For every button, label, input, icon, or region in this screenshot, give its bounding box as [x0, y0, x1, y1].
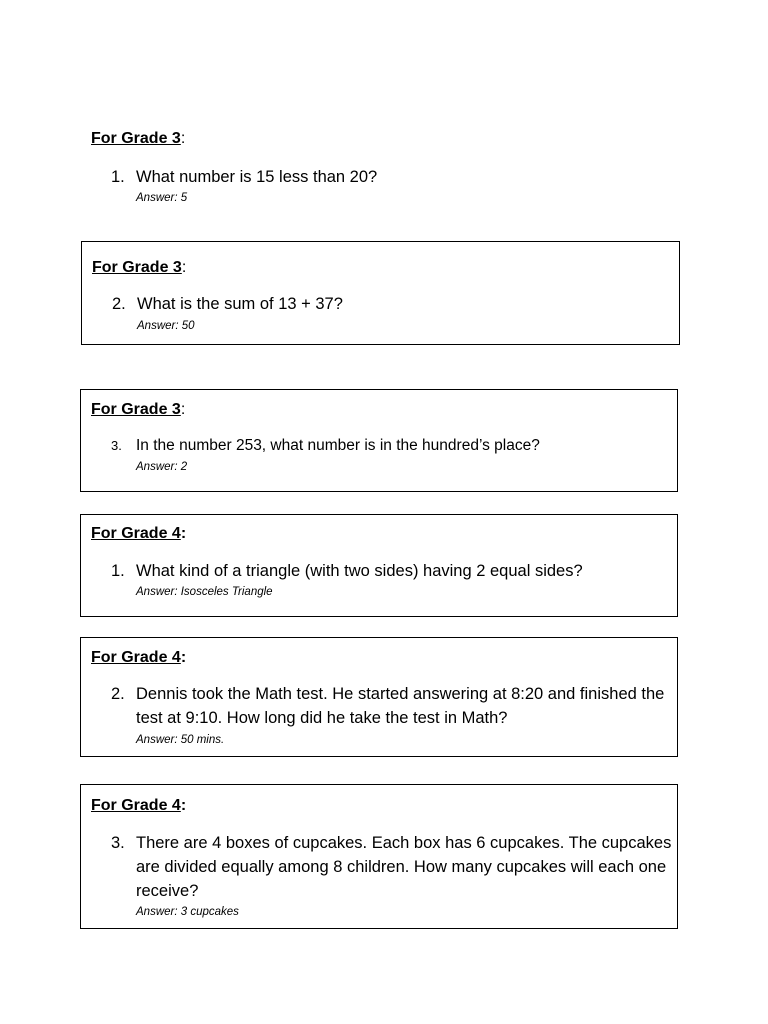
heading-colon: :	[180, 130, 186, 147]
grade-heading	[91, 401, 185, 419]
heading-colon: :	[181, 259, 187, 276]
grade-heading	[91, 649, 186, 667]
heading-colon: :	[180, 797, 187, 814]
grade-heading-label: For Grade 3	[91, 130, 181, 147]
answer-text: Answer: 50	[137, 320, 195, 332]
question-block-grade3-q3	[80, 389, 678, 492]
heading-colon: :	[180, 401, 186, 418]
question-number: 1.	[111, 562, 125, 580]
question-block-grade4-q3	[80, 784, 678, 929]
question-block-grade4-q2	[80, 637, 678, 757]
grade-heading-label: For Grade 3	[92, 259, 182, 276]
question-text: There are 4 boxes of cupcakes. Each box has 6 cupcakes. The cupcakes are divided equally among 8 children. How many cupcakes will each one receive?	[136, 834, 672, 900]
question-number: 3.	[111, 834, 125, 852]
question-number: 1.	[111, 168, 125, 186]
answer-text: Answer: 2	[136, 461, 188, 473]
heading-colon: :	[180, 649, 187, 666]
question-block-grade4-q1	[80, 514, 678, 617]
answer-text: Answer: 3 cupcakes	[136, 906, 239, 918]
answer-text: Answer: Isosceles Triangle	[136, 586, 273, 598]
answer-text: Answer: 50 mins.	[136, 734, 225, 746]
answer-text: Answer: 5	[136, 192, 188, 204]
grade-heading	[92, 259, 186, 277]
question-block-grade3-q1	[81, 122, 681, 217]
question-text: In the number 253, what number is in the hundred’s place?	[136, 437, 540, 454]
grade-heading	[91, 797, 186, 815]
heading-colon: :	[180, 525, 187, 542]
grade-heading	[91, 525, 186, 543]
question-text: What is the sum of 13 + 37?	[137, 295, 343, 313]
grade-heading-label: For Grade 3	[91, 401, 181, 418]
grade-heading-label: For Grade 4	[91, 649, 181, 666]
question-text: Dennis took the Math test. He started answering at 8:20 and finished the test at 9:10. How long did he take the test in Math?	[136, 685, 665, 727]
question-block-grade3-q2	[81, 241, 680, 345]
question-number: 3.	[111, 438, 122, 453]
grade-heading	[91, 130, 185, 148]
question-text: What kind of a triangle (with two sides) having 2 equal sides?	[136, 562, 583, 580]
grade-heading-label: For Grade 4	[91, 797, 181, 814]
question-text: What number is 15 less than 20?	[136, 168, 378, 186]
grade-heading-label: For Grade 4	[91, 525, 181, 542]
question-number: 2.	[111, 685, 125, 703]
question-number: 2.	[112, 295, 126, 313]
